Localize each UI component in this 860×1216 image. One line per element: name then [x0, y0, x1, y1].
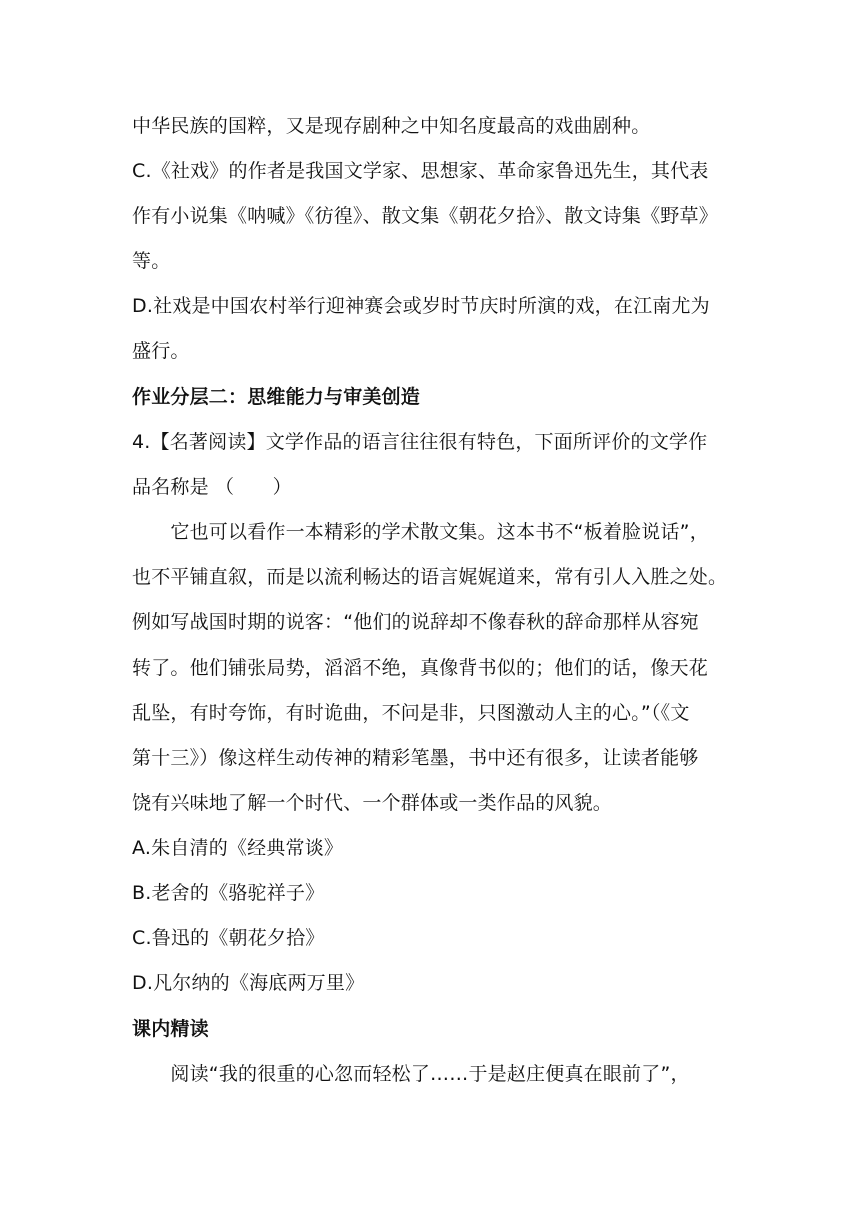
text-line: 中华民族的国粹，又是现存剧种之中知名度最高的戏曲剧种。	[132, 115, 651, 137]
section-heading: 课内精读	[132, 1018, 209, 1040]
text-line: 等。	[132, 250, 171, 272]
passage-line: 也不平铺直叙，而是以流利畅达的语言娓娓道来，常有引人入胜之处。	[132, 566, 728, 588]
passage-line: 乱坠，有时夸饰，有时诡曲，不问是非，只图激动人主的心。”（《文	[132, 702, 690, 724]
passage-line: 阅读“我的很重的心忽而轻松了……于是赵庄便真在眼前了”，	[132, 1063, 690, 1085]
option-c-line: C.《社戏》的作者是我国文学家、思想家、革命家鲁迅先生，其代表	[132, 160, 709, 182]
text-line: 盛行。	[132, 340, 190, 362]
passage-line: 第十三》）像这样生动传神的精彩笔墨，书中还有很多，让读者能够	[132, 747, 699, 769]
passage-line: 饶有兴味地了解一个时代、一个群体或一类作品的风貌。	[132, 792, 613, 814]
passage-line: 转了。他们铺张局势，滔滔不绝，真像背书似的；他们的话，像天花	[132, 657, 709, 679]
passage-line: 例如写战国时期的说客：“他们的说辞却不像春秋的辞命那样从容宛	[132, 611, 699, 633]
passage-line: 它也可以看作一本精彩的学术散文集。这本书不“板着脸说话”，	[132, 521, 709, 543]
option-a: A.朱自清的《经典常谈》	[132, 837, 344, 859]
text-line: 作有小说集《呐喊》《彷徨》、散文集《朝花夕拾》、散文诗集《野草》	[132, 205, 718, 227]
option-b: B.老舍的《骆驼祥子》	[132, 882, 325, 904]
question-line: 品名称是 （ ）	[132, 476, 292, 498]
section-heading: 作业分层二：思维能力与审美创造	[132, 386, 421, 408]
option-d: D.凡尔纳的《海底两万里》	[132, 972, 365, 994]
option-c: C.鲁迅的《朝花夕拾》	[132, 927, 325, 949]
question-line: 4.【名著阅读】文学作品的语言往往很有特色，下面所评价的文学作	[132, 431, 708, 453]
option-d-line: D.社戏是中国农村举行迎神赛会或岁时节庆时所演的戏，在江南尤为	[132, 295, 710, 317]
